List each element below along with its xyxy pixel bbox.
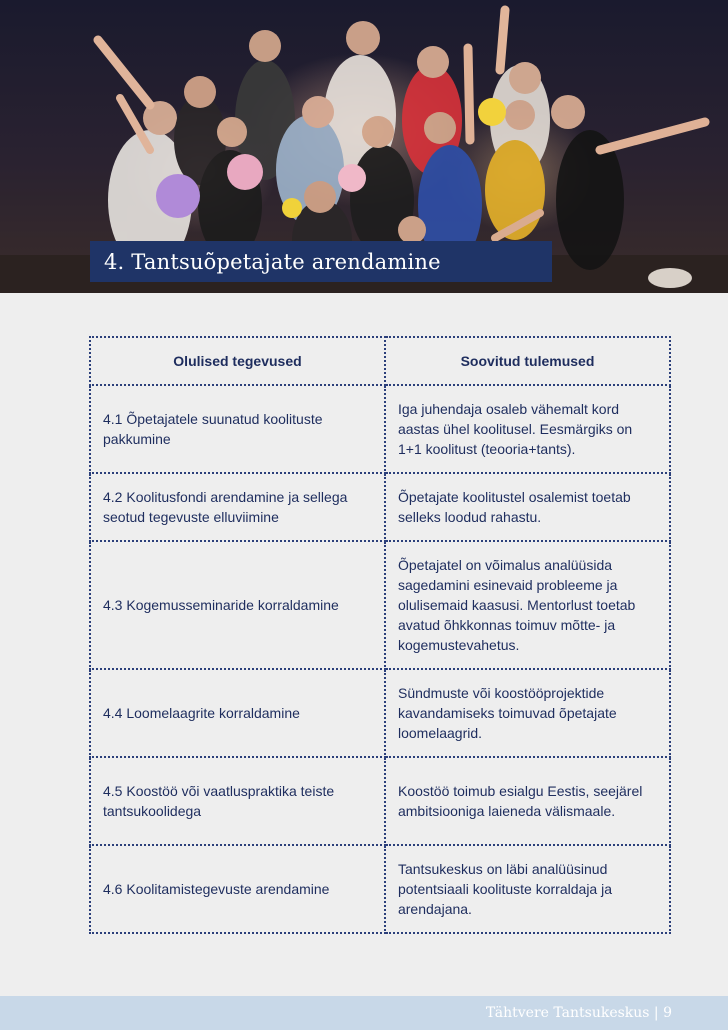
header-results: Soovitud tulemused <box>385 337 670 385</box>
activity-cell: 4.5 Koostöö või vaatluspraktika teiste tantsukoolidega <box>90 757 385 845</box>
activity-cell: 4.6 Koolitamistegevuste arendamine <box>90 845 385 933</box>
page-footer <box>0 996 728 1030</box>
result-cell: Õpetajate koolitustel osalemist toetab selleks loodud rahastu. <box>385 473 670 541</box>
section-title-bar <box>90 241 552 282</box>
result-cell: Sündmuste või koostööprojektide kavandamiseks toimuvad õpetajate loomelaagrid. <box>385 669 670 757</box>
activities-table <box>89 336 671 934</box>
hero-photo <box>0 0 728 293</box>
table-row <box>90 541 670 669</box>
activity-cell: 4.4 Loomelaagrite korraldamine <box>90 669 385 757</box>
table-row <box>90 385 670 473</box>
activity-cell: 4.1 Õpetajatele suunatud koolituste pakkumine <box>90 385 385 473</box>
table-row <box>90 669 670 757</box>
result-cell: Õpetajatel on võimalus analüüsida sagedamini esinevaid probleeme ja olulisemaid kaasusi. Mentorlust toetab avatud õhkkonnas toimuv mõtte- ja kogemustevahetus. <box>385 541 670 669</box>
activity-cell: 4.2 Koolitusfondi arendamine ja sellega seotud tegevuste elluviimine <box>90 473 385 541</box>
result-cell: Tantsukeskus on läbi analüüsinud potentsiaali koolituste korraldaja ja arendajana. <box>385 845 670 933</box>
table-row <box>90 845 670 933</box>
table-row <box>90 757 670 845</box>
activities-table-container <box>89 336 671 934</box>
result-cell: Koostöö toimub esialgu Eestis, seejärel ambitsiooniga laieneda välismaale. <box>385 757 670 845</box>
header-activities: Olulised tegevused <box>90 337 385 385</box>
footer-text: Tähtvere Tantsukeskus | 9 <box>485 1005 672 1021</box>
section-title: 4. Tantsuõpetajate arendamine <box>104 249 441 274</box>
result-cell: Iga juhendaja osaleb vähemalt kord aastas ühel koolitusel. Eesmärgiks on 1+1 koolitust (teooria+tants). <box>385 385 670 473</box>
activity-cell: 4.3 Kogemusseminaride korraldamine <box>90 541 385 669</box>
table-row <box>90 473 670 541</box>
table-header-row <box>90 337 670 385</box>
